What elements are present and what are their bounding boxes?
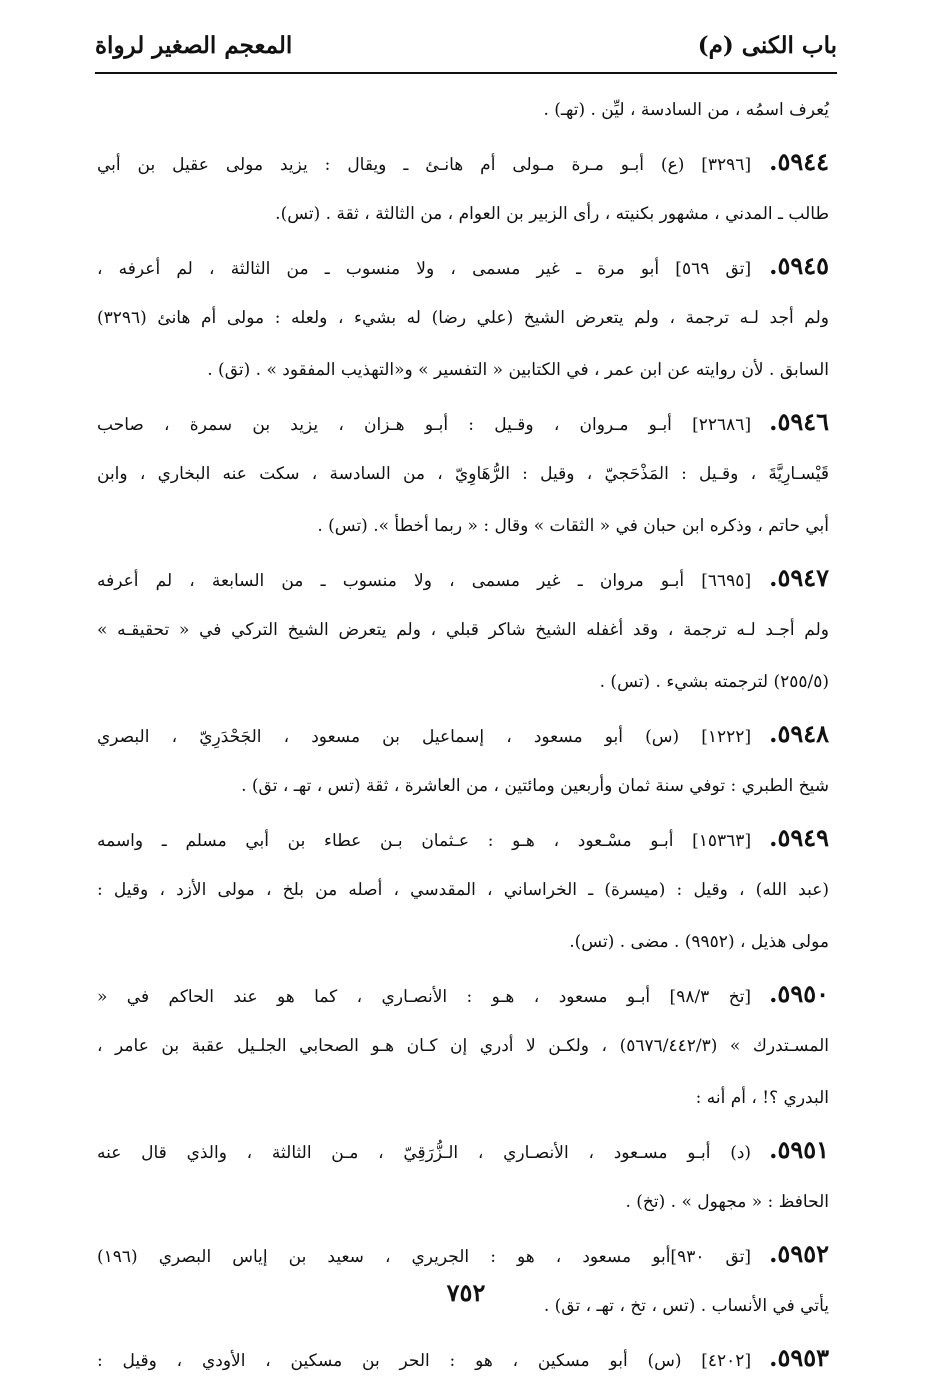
text-line <box>97 764 829 816</box>
book-title: المعجم الصغير لرواة <box>95 32 293 59</box>
text-line <box>97 88 829 140</box>
entry-number: ٥٩٤٨. <box>769 719 829 748</box>
text-line <box>97 504 829 556</box>
text-line <box>97 1076 829 1128</box>
text-line <box>97 712 829 764</box>
entry-text: البدري ؟! ، أم أنه : <box>695 1088 829 1108</box>
text-line <box>97 1180 829 1232</box>
page-number: ٧٥٢ <box>446 1278 486 1307</box>
entry-list <box>97 88 829 1388</box>
text-line <box>97 1128 829 1180</box>
entry-text: قَيْسـارِيَّةَ ، وقـيل : المَذْحَجيّ ، وقيل : الرُّهَاوِيّ ، من السادسة ، سكت عنه البخاري ، وابن <box>97 464 829 484</box>
entry-number: ٥٩٤٦. <box>769 407 829 436</box>
entry-text: شيخ الطبري : توفي سنة ثمان وأربعين ومائتين ، من العاشرة ، ثقة (تس ، تهـ ، تق) . <box>241 776 829 796</box>
text-line <box>97 868 829 920</box>
entry-text: يُعرف اسمُه ، من السادسة ، ليِّن . (تهـ) . <box>543 100 829 120</box>
chapter-title: باب الكنى (م) <box>697 32 837 59</box>
entry-number: ٥٩٥٠. <box>769 979 829 1008</box>
entry-number: ٥٩٤٤. <box>769 147 829 176</box>
running-header <box>95 28 837 74</box>
entry-number: ٥٩٥٣. <box>769 1343 829 1372</box>
entry-text: (٢٥٥/٥) لترجمته بشيء . (تس) . <box>599 672 829 692</box>
entry-text: (عبد الله) ، وقيل : (ميسرة) ـ الخراساني ، المقدسي ، أصله من بلخ ، مولى الأزد ، وقيل : <box>97 880 829 900</box>
text-line <box>97 1232 829 1284</box>
entry-text: [٣٢٩٦] (ع) أبـو مـرة مـولى أم هانـئ ـ ويقال : يزيد مولى عقيل بن أبي <box>97 155 752 175</box>
entry-text: مولى هذيل ، (٩٩٥٢) . مضى . (تس). <box>569 932 829 952</box>
text-line <box>97 556 829 608</box>
entry-text: [١٢٢٢] (س) أبو مسعود ، إسماعيل بن مسعود ، الجَحْدَرِيّ ، البصري <box>97 727 752 747</box>
text-line <box>97 608 829 660</box>
entry-number: ٥٩٥١. <box>769 1135 829 1164</box>
text-line <box>97 1024 829 1076</box>
text-line <box>97 1336 829 1388</box>
entry-number: ٥٩٤٩. <box>769 823 829 852</box>
entry-text: [تق ٥٦٩] أبو مرة ـ غير مسمى ، ولا منسوب ـ من الثالثة ، لم أعرفه ، <box>97 259 752 279</box>
entry-text: السابق . لأن روايته عن ابن عمر ، في الكتابين « التفسير » و«التهذيب المفقود » . (تق) . <box>207 360 829 380</box>
text-line <box>97 244 829 296</box>
text-line <box>97 296 829 348</box>
entry-text: المسـتدرك » (٥٦٧٦/٤٤٢/٣) ، ولكـن لا أدري إن كـان هـو الصحابي الجلـيل عقبة بن عامر ، <box>97 1036 830 1056</box>
text-line <box>97 816 829 868</box>
entry-text: ولم أجـد لـه ترجمة ، وقد أغفله الشيخ شاكر قبلي ، ولم يتعرض الشيخ التركي في « تحقيقـه » <box>97 620 829 640</box>
text-line <box>97 972 829 1024</box>
entry-text: [١٥٣٦٣] أبـو مسْـعود ، هـو : عـثمان بـن عطاء بن أبي مسلم ـ واسمه <box>97 831 752 851</box>
entry-text: [٦٦٩٥] أبـو مروان ـ غير مسمى ، ولا منسوب ـ من السابعة ، لم أعرفه <box>97 571 752 591</box>
entry-text: [تق ٩٣٠]أبو مسعود ، هو : الجريري ، سعيد بن إياس البصري (١٩٦) <box>97 1247 752 1267</box>
entry-number: ٥٩٤٧. <box>769 563 829 592</box>
text-line <box>97 660 829 712</box>
entry-text: [٤٢٠٢] (س) أبو مسكين ، هو : الحر بن مسكين ، الأودي ، وقيل : <box>97 1351 752 1371</box>
text-line <box>97 192 829 244</box>
entry-text: الحافظ : « مجهول » . (تخ) . <box>625 1192 829 1212</box>
entry-text: يأتي في الأنساب . (تس ، تخ ، تهـ ، تق) . <box>543 1296 829 1316</box>
entry-number: ٥٩٥٢. <box>769 1239 829 1268</box>
entry-text: [٢٢٦٨٦] أبـو مـروان ، وقـيل : أبـو هـزان ، يزيد بن سمرة ، صاحب <box>97 415 752 435</box>
text-line <box>97 348 829 400</box>
entry-text: (د) أبـو مسـعود ، الأنصـاري ، الـزُّرَقِيّ ، مـن الثالثة ، والذي قال عنه <box>97 1143 752 1163</box>
entry-text: طالب ـ المدني ، مشهور بكنيته ، رأى الزبير بن العوام ، من الثالثة ، ثقة . (تس). <box>275 204 829 224</box>
text-line <box>97 920 829 972</box>
entry-text: [تخ ٩٨/٣] أبـو مسعود ، هـو : الأنصـاري ، كما هو عند الحاكم في « <box>97 987 752 1007</box>
text-line <box>97 400 829 452</box>
entry-text: ولم أجد لـه ترجمة ، ولم يتعرض الشيخ (علي رضا) له بشيء ، ولعله : مولى أم هانئ (٣٢٩٦) <box>97 308 829 328</box>
entry-text: أبي حاتم ، وذكره ابن حبان في « الثقات » وقال : « ربما أخطأ ». (تس) . <box>317 516 829 536</box>
entry-number: ٥٩٤٥. <box>769 251 829 280</box>
text-line <box>97 140 829 192</box>
text-line <box>97 452 829 504</box>
